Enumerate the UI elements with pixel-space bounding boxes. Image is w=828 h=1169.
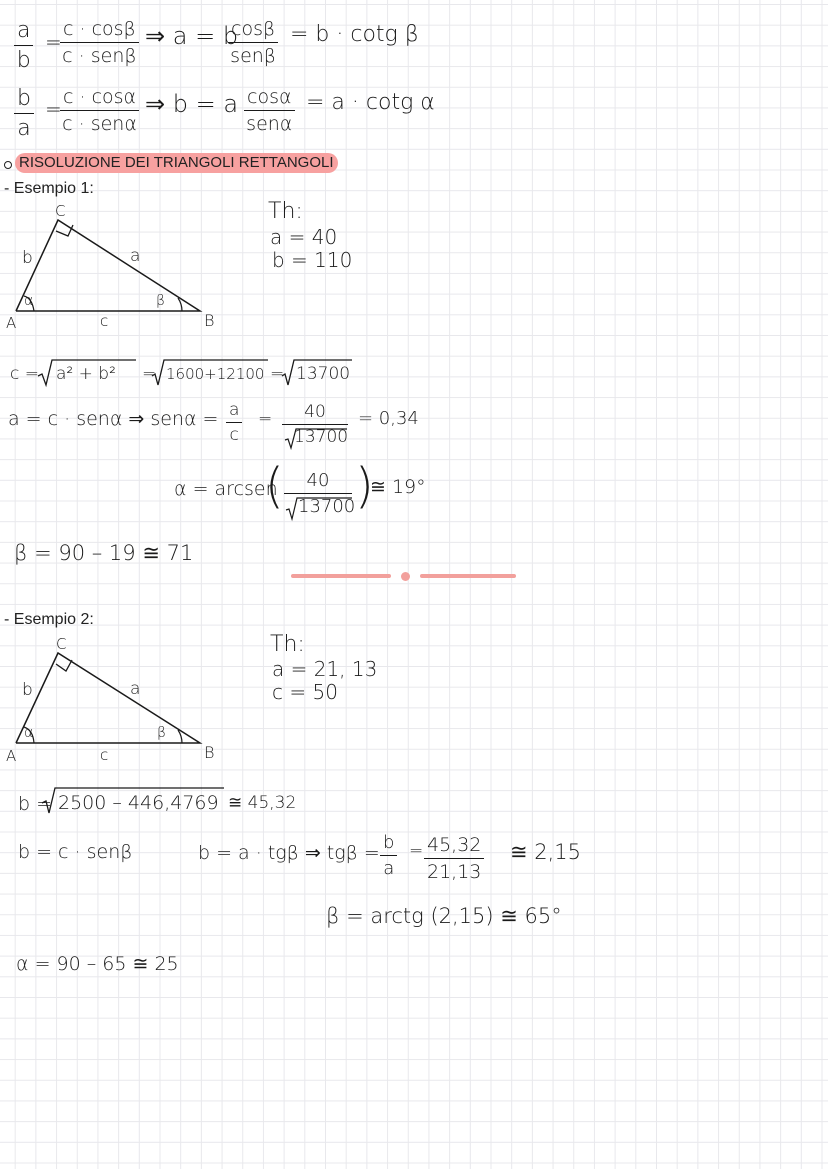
hypothesis-line: c = 50 (272, 680, 338, 704)
fraction-40-over-sqrt: $\frac{40}{13700}$ (282, 404, 348, 446)
equals-sign: = (45, 30, 62, 54)
fraction-cos-over-sen: cosα senα (244, 88, 295, 134)
hypothesis-line: a = 40 (270, 225, 338, 249)
cotg-tail: = b · cotg β (290, 22, 419, 47)
equals-sign: = (142, 364, 157, 384)
side-a-label: a (130, 679, 141, 699)
side-c-label: c (100, 312, 109, 330)
result-value: ≅ 45,32 (228, 793, 297, 813)
cotg-tail: = a · cotg α (306, 90, 435, 115)
equals-sign: = (258, 409, 273, 429)
side-b-label: b (22, 680, 33, 700)
equals-sign: = (45, 97, 62, 121)
fraction-b-over-a: $\frac{b}{a}$ (14, 88, 34, 140)
fraction-cos-over-sen: cosβ senβ (228, 20, 278, 66)
hypothesis-line: b = 110 (272, 248, 353, 272)
result-value: ≅ 2,15 (510, 840, 582, 864)
equation-lhs: α = arcsen (174, 478, 278, 500)
equals-sign: = (270, 364, 285, 384)
angle-beta-label: β (157, 725, 166, 741)
side-b-label: b (22, 248, 33, 268)
example-1-label: - Esempio 1: (4, 180, 94, 197)
vertex-c-label: C (55, 202, 66, 220)
vertex-a-label: A (6, 747, 17, 765)
equation-b-c-sen: b = c · senβ (18, 841, 133, 863)
equation-lhs: c = (10, 364, 39, 384)
paren-close-icon: ) (355, 458, 374, 514)
equation-lhs: b = a · tgβ ⇒ tgβ = (198, 842, 380, 864)
angle-alpha-label: α (24, 725, 34, 741)
example-2-label: - Esempio 2: (4, 611, 94, 628)
side-a-label: a (130, 246, 141, 266)
angle-alpha-label: α (24, 293, 34, 309)
fraction-a-over-c: $\frac{a}{c}$ (226, 402, 242, 444)
result-value: ≅ 19° (370, 476, 426, 498)
side-c-label: c (100, 746, 109, 764)
fraction-c-cos-over-c-sen: c · cosα c · senα (60, 88, 139, 134)
equation-lhs: b = (18, 793, 53, 815)
section-title-text: RISOLUZIONE DEI TRIANGOLI RETTANGOLI (15, 153, 338, 173)
implication-text: ⇒ a = b (145, 22, 239, 50)
hypothesis-line: a = 21, 13 (272, 657, 378, 681)
radicand: 2500 – 446,4769 (58, 792, 219, 814)
equation-beta-arctg: β = arctg (2,15) ≅ 65° (326, 904, 562, 928)
fraction-b-over-a: $\frac{b}{a}$ (380, 834, 397, 878)
vertex-a-label: A (6, 314, 17, 332)
hypothesis-title: Th: (270, 632, 305, 657)
fraction-45-32-over-21-13: $\frac{45,32}{21,13}$ (424, 836, 484, 882)
radicand: 13700 (296, 364, 351, 384)
result-value: = 0,34 (358, 408, 419, 429)
fraction-c-cos-over-c-sen: c · cosβ c · senβ (60, 20, 139, 66)
implication-text: ⇒ b = a (145, 90, 239, 118)
vertex-b-label: B (204, 311, 215, 330)
equation-lhs: a = c · senα ⇒ senα = (8, 408, 219, 430)
paren-open-icon: ( (265, 458, 284, 514)
fraction-a-over-b: $\frac{a}{b}$ (14, 20, 33, 72)
hypothesis-title: Th: (268, 199, 303, 224)
radicand: 1600+12100 (166, 365, 265, 383)
angle-beta-label: β (156, 293, 165, 309)
radicand: a² + b² (56, 364, 116, 384)
vertex-c-label: C (56, 635, 67, 653)
vertex-b-label: B (204, 743, 215, 762)
equals-sign: = (409, 841, 424, 861)
equation-alpha: α = 90 – 65 ≅ 25 (16, 953, 179, 975)
fraction-40-over-sqrt: $\frac{40}{13700}$ (284, 472, 352, 516)
equation-beta: β = 90 – 19 ≅ 71 (14, 541, 194, 565)
